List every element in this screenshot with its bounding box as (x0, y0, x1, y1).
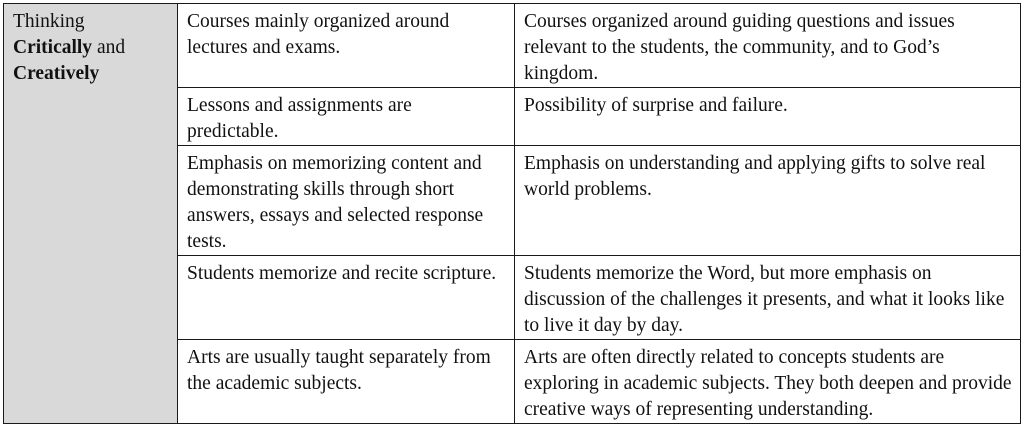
category-label-plain: Thinking (13, 11, 85, 32)
transformed-cell: Arts are often directly related to concepts students are exploring in academic subjects. They both deepen and provide creative ways of representing understanding. (515, 340, 1021, 424)
traditional-cell: Students memorize and recite scripture. (178, 256, 515, 340)
traditional-cell: Courses mainly organized around lectures and exams. (178, 4, 515, 88)
transformed-cell: Emphasis on understanding and applying gifts to solve real world problems. (515, 146, 1021, 256)
traditional-cell: Lessons and assignments are predictable. (178, 88, 515, 146)
transformed-cell: Students memorize the Word, but more emphasis on discussion of the challenges it presents, and what it looks like to live it day by day. (515, 256, 1021, 340)
category-label-bold-creatively: Creatively (13, 63, 100, 84)
category-cell (4, 4, 178, 424)
traditional-cell: Emphasis on memorizing content and demonstrating skills through short answers, essays and selected response tests. (178, 146, 515, 256)
category-label-joiner: and (92, 37, 126, 58)
traditional-cell: Arts are usually taught separately from the academic subjects. (178, 340, 515, 424)
comparison-table (3, 3, 1021, 424)
transformed-cell: Courses organized around guiding questions and issues relevant to the students, the community, and to God’s kingdom. (515, 4, 1021, 88)
table-row (4, 4, 1021, 88)
transformed-cell: Possibility of surprise and failure. (515, 88, 1021, 146)
category-label-bold-critically: Critically (13, 37, 93, 58)
